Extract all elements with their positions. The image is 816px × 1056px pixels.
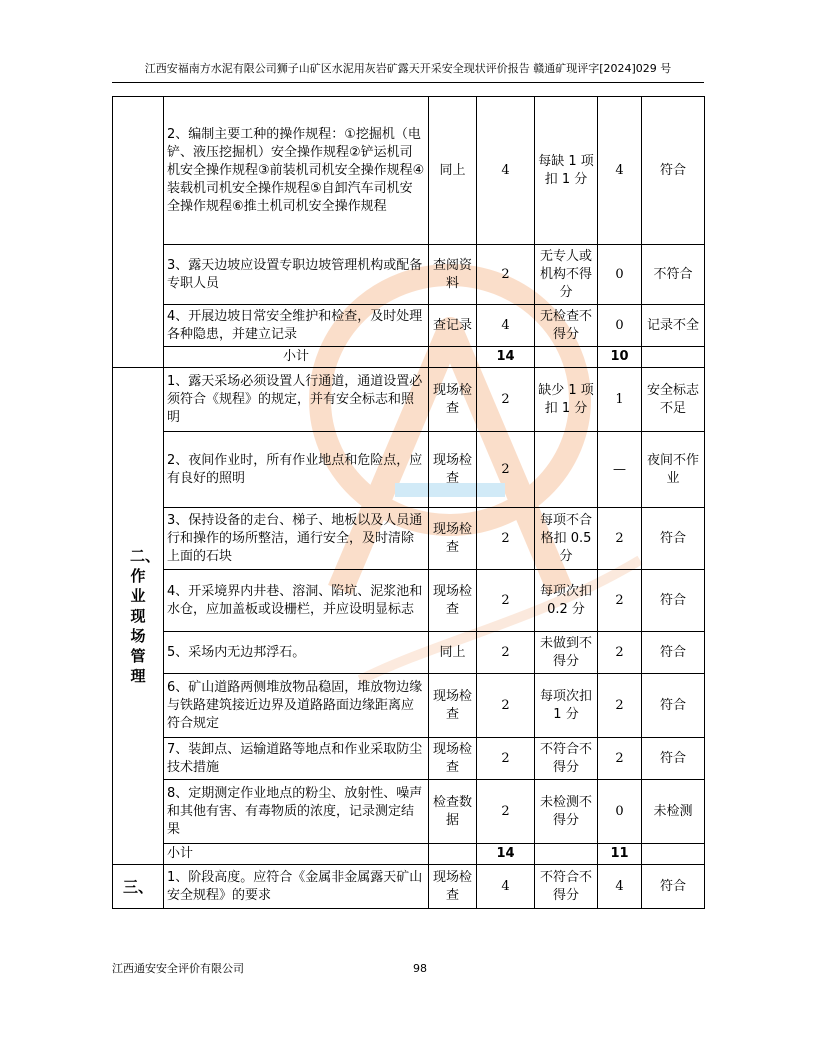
category-cell: 三、 <box>113 865 164 909</box>
subtotal-label: 小计 <box>164 347 429 368</box>
actual-score: 2 <box>598 632 642 674</box>
check-item: 6、矿山道路两侧堆放物品稳固，堆放物边缘与铁路建筑接近边界及道路路面边缘距离应符合规定 <box>164 674 429 738</box>
remark: 符合 <box>642 738 705 780</box>
deduction-rule <box>535 432 598 508</box>
check-method: 现场检查 <box>429 674 477 738</box>
evaluation-table <box>112 96 705 909</box>
standard-score: 2 <box>477 508 535 570</box>
table-row <box>113 508 705 570</box>
check-item: 7、装卸点、运输道路等地点和作业采取防尘技术措施 <box>164 738 429 780</box>
subtotal-row <box>113 844 705 865</box>
check-method: 查记录 <box>429 305 477 347</box>
empty-cell <box>429 844 477 865</box>
check-method: 同上 <box>429 97 477 245</box>
remark: 符合 <box>642 508 705 570</box>
empty-cell <box>535 844 598 865</box>
table-row <box>113 97 705 245</box>
running-header: 江西安福南方水泥有限公司狮子山矿区水泥用灰岩矿露天开采安全现状评价报告 赣通矿现评字[2024]029 号 <box>144 62 672 75</box>
deduction-rule: 不符合不得分 <box>535 865 598 909</box>
standard-score: 2 <box>477 368 535 432</box>
remark: 符合 <box>642 865 705 909</box>
check-method: 现场检查 <box>429 570 477 632</box>
standard-score: 2 <box>477 674 535 738</box>
actual-score: 1 <box>598 368 642 432</box>
check-method: 现场检查 <box>429 508 477 570</box>
standard-score: 4 <box>477 865 535 909</box>
remark: 符合 <box>642 570 705 632</box>
actual-score: 0 <box>598 780 642 844</box>
footer-company: 江西通安安全评价有限公司 <box>112 962 244 975</box>
table-row <box>113 432 705 508</box>
actual-score: — <box>598 432 642 508</box>
empty-cell <box>429 347 477 368</box>
deduction-rule: 每项次扣 1 分 <box>535 674 598 738</box>
check-item: 1、露天采场必须设置人行通道，通道设置必须符合《规程》的规定，并有安全标志和照明 <box>164 368 429 432</box>
remark: 未检测 <box>642 780 705 844</box>
check-item: 2、编制主要工种的操作规程：①挖掘机（电铲、液压挖掘机）安全操作规程②铲运机司机安全操作规程③前装机司机安全操作规程④装载机司机安全操作规程⑤自卸汽车司机安全操作规程⑥推土机司机安全操作规程 <box>164 97 429 245</box>
remark: 符合 <box>642 674 705 738</box>
check-method: 查阅资料 <box>429 245 477 305</box>
remark: 符合 <box>642 97 705 245</box>
category-cell <box>113 97 164 368</box>
actual-score: 0 <box>598 305 642 347</box>
subtotal-score: 14 <box>477 844 535 865</box>
category-cell: 二、作业现场管理 <box>113 368 164 865</box>
standard-score: 4 <box>477 305 535 347</box>
check-method: 现场检查 <box>429 432 477 508</box>
remark: 安全标志不足 <box>642 368 705 432</box>
deduction-rule: 未检测不得分 <box>535 780 598 844</box>
standard-score: 2 <box>477 245 535 305</box>
check-method: 现场检查 <box>429 368 477 432</box>
actual-score: 2 <box>598 508 642 570</box>
table-row <box>113 674 705 738</box>
remark: 不符合 <box>642 245 705 305</box>
table-row <box>113 738 705 780</box>
check-item: 1、阶段高度。应符合《金属非金属露天矿山安全规程》的要求 <box>164 865 429 909</box>
actual-score: 2 <box>598 674 642 738</box>
header-rule <box>112 82 704 83</box>
deduction-rule: 每项次扣 0.2 分 <box>535 570 598 632</box>
standard-score: 2 <box>477 432 535 508</box>
check-item: 3、露天边坡应设置专职边坡管理机构或配备专职人员 <box>164 245 429 305</box>
table-row <box>113 632 705 674</box>
empty-cell <box>642 844 705 865</box>
table-row <box>113 305 705 347</box>
table-row <box>113 368 705 432</box>
check-method: 现场检查 <box>429 738 477 780</box>
remark: 符合 <box>642 632 705 674</box>
table-row <box>113 245 705 305</box>
table-row <box>113 570 705 632</box>
deduction-rule: 无专人或机构不得分 <box>535 245 598 305</box>
check-item: 8、定期测定作业地点的粉尘、放射性、噪声和其他有害、有毒物质的浓度，记录测定结果 <box>164 780 429 844</box>
deduction-rule: 未做到不得分 <box>535 632 598 674</box>
check-method: 检查数据 <box>429 780 477 844</box>
subtotal-row <box>113 347 705 368</box>
actual-score: 4 <box>598 865 642 909</box>
subtotal-actual: 10 <box>598 347 642 368</box>
actual-score: 2 <box>598 570 642 632</box>
actual-score: 4 <box>598 97 642 245</box>
subtotal-score: 14 <box>477 347 535 368</box>
check-item: 4、开采境界内井巷、溶洞、陷坑、泥浆池和水仓，应加盖板或设栅栏，并应设明显标志 <box>164 570 429 632</box>
check-item: 2、夜间作业时，所有作业地点和危险点，应有良好的照明 <box>164 432 429 508</box>
standard-score: 2 <box>477 780 535 844</box>
deduction-rule: 缺少 1 项扣 1 分 <box>535 368 598 432</box>
table-row <box>113 865 705 909</box>
actual-score: 0 <box>598 245 642 305</box>
deduction-rule: 每缺 1 项扣 1 分 <box>535 97 598 245</box>
deduction-rule: 不符合不得分 <box>535 738 598 780</box>
check-item: 4、开展边坡日常安全维护和检查，及时处理各种隐患，并建立记录 <box>164 305 429 347</box>
remark: 夜间不作业 <box>642 432 705 508</box>
deduction-rule: 无检查不得分 <box>535 305 598 347</box>
standard-score: 2 <box>477 632 535 674</box>
standard-score: 2 <box>477 570 535 632</box>
empty-cell <box>642 347 705 368</box>
check-method: 现场检查 <box>429 865 477 909</box>
remark: 记录不全 <box>642 305 705 347</box>
check-item: 5、采场内无边邦浮石。 <box>164 632 429 674</box>
subtotal-label: 小计 <box>164 844 429 865</box>
standard-score: 4 <box>477 97 535 245</box>
actual-score: 2 <box>598 738 642 780</box>
check-method: 同上 <box>429 632 477 674</box>
check-item: 3、保持设备的走台、梯子、地板以及人员通行和操作的场所整洁，通行安全，及时清除上面的石块 <box>164 508 429 570</box>
deduction-rule: 每项不合格扣 0.5 分 <box>535 508 598 570</box>
standard-score: 2 <box>477 738 535 780</box>
subtotal-actual: 11 <box>598 844 642 865</box>
empty-cell <box>535 347 598 368</box>
page-number: 98 <box>413 962 427 975</box>
table-row <box>113 780 705 844</box>
